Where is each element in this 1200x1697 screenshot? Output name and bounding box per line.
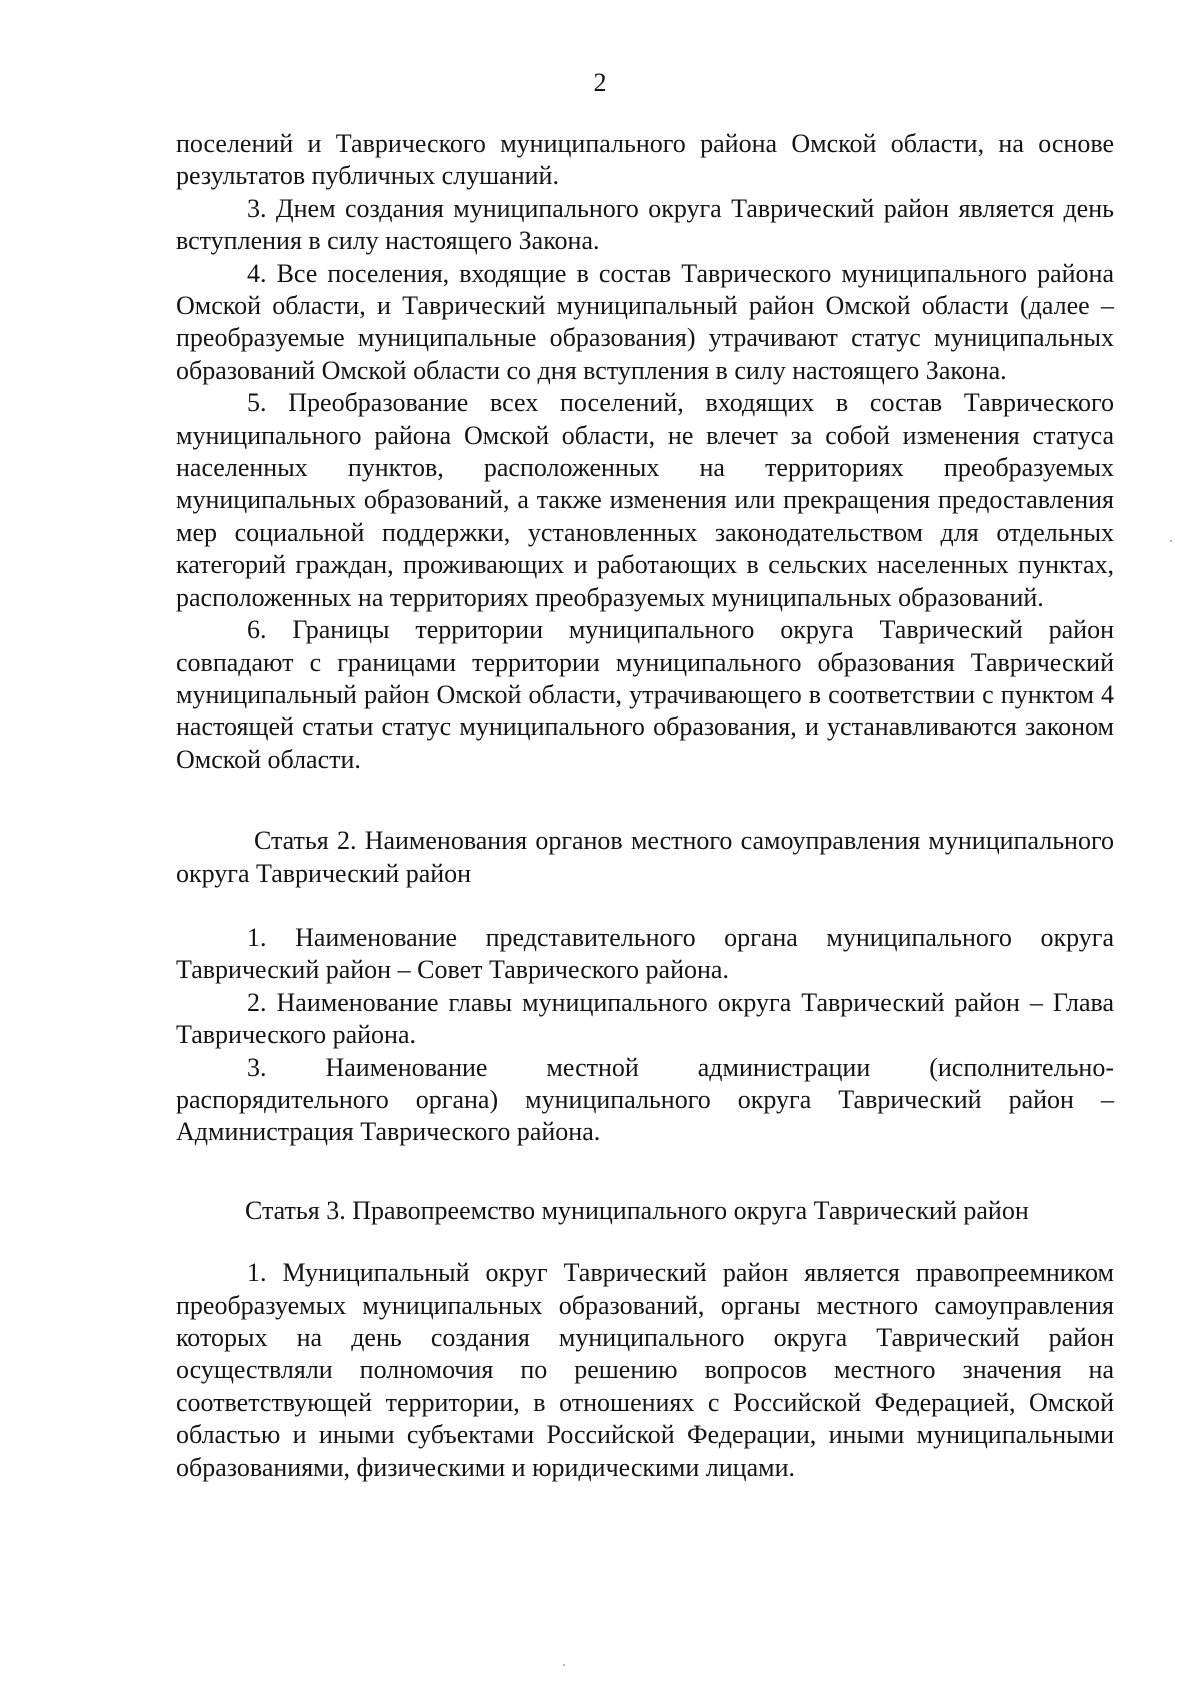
article1-item-4: 4. Все поселения, входящие в состав Таврического муниципального района Омской области, и Таврический муниципальный район Омской области (далее – преобразуемые муниципальные образования) утрачивают статус муниципальных образований Омской области со дня вступления в силу настоящего Закона.	[176, 258, 1114, 385]
article3-heading: Статья 3. Правопреемство муниципального округа Таврический район	[245, 1195, 1029, 1225]
article1-item-3: 3. Днем создания муниципального округа Таврический район является день вступления в силу настоящего Закона.	[176, 193, 1114, 256]
article3-item-1: 1. Муниципальный округ Таврический район является правопреемником преобразуемых муниципальных образований, органы местного самоуправления которых на день создания муниципального округа Таврический район осуществляли полномочия по решению вопросов местного значения на соответствующей территории, в отношениях с Российской Федерацией, Омской областью и иными субъектами Российской Федерации, иными муниципальными образованиями, физическими и юридическими лицами.	[176, 1258, 1114, 1482]
article2-heading: Статья 2. Наименования органов местного самоуправления муниципального округа Таврический район	[176, 826, 1114, 888]
spacer	[176, 1227, 1114, 1257]
article1-continuation-intro: поселений и Таврического муниципального района Омской области, на основе результатов публичных слушаний.	[176, 129, 1114, 191]
article2-item-2: 2. Наименование главы муниципального округа Таврический район – Глава Таврического района.	[176, 987, 1114, 1050]
article2-item-3: 3. Наименование местной администрации (исполнительно-распорядительного органа) муниципального округа Таврический район – Администрация Таврического района.	[176, 1052, 1114, 1147]
scan-speck	[1170, 540, 1172, 542]
document-body	[176, 128, 1114, 1484]
article1-item-6: 6. Границы территории муниципального округа Таврический район совпадают с границами территории муниципального образования Таврический муниципальный район Омской области, утрачивающего в соответствии с пунктом 4 настоящей статьи статус муниципального образования, и устанавливаются законом Омской области.	[176, 615, 1114, 774]
spacer	[176, 890, 1114, 922]
page-number: 2	[593, 68, 607, 97]
spacer	[176, 776, 1114, 825]
spacer	[176, 1149, 1114, 1195]
article2-item-1: 1. Наименование представительного органа муниципального округа Таврический район – Совет Таврического района.	[176, 922, 1114, 985]
scan-speck	[563, 1664, 565, 1666]
article1-item-5: 5. Преобразование всех поселений, входящих в состав Таврического муниципального района Омской области, не влечет за собой изменения статуса населенных пунктов, расположенных на территориях преобразуемых муниципальных образований, а также изменения или прекращения предоставления мер социальной поддержки, установленных законодательством для отдельных категорий граждан, проживающих и работающих в сельских населенных пунктах, расположенных на территориях преобразуемых муниципальных образований.	[176, 388, 1114, 612]
